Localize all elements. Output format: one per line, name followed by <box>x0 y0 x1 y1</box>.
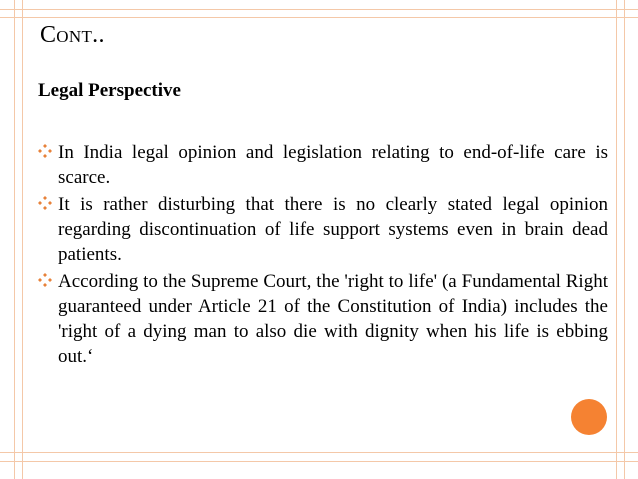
border-line-bottom-inner <box>0 452 638 453</box>
bullet-text: In India legal opinion and legislation relating to end-of-life care is scarce. <box>58 142 608 188</box>
quad-diamond-bullet-icon <box>38 196 52 210</box>
bullet-list <box>38 140 608 371</box>
border-line-top-inner <box>0 17 638 18</box>
quad-diamond-bullet-icon <box>38 144 52 158</box>
border-line-left-inner <box>22 0 23 479</box>
border-line-right-inner <box>616 0 617 479</box>
bullet-item <box>38 140 608 190</box>
border-line-top <box>0 9 638 10</box>
slide-title: Cont.. <box>40 22 105 48</box>
quad-diamond-bullet-icon <box>38 273 52 287</box>
orange-circle-icon <box>571 399 607 435</box>
border-line-left <box>14 0 15 479</box>
bullet-text: According to the Supreme Court, the 'right to life' (a Fundamental Right guaranteed under Article 21 of the Constitution of India) includes the 'right of a dying man to also die with dignity when his life is ebbing out.‘ <box>58 271 608 367</box>
border-line-bottom <box>0 461 638 462</box>
border-line-right <box>624 0 625 479</box>
bullet-text: It is rather disturbing that there is no clearly stated legal opinion regarding discontinuation of life support systems even in brain dead patients. <box>58 194 608 265</box>
bullet-item <box>38 192 608 267</box>
slide-subtitle: Legal Perspective <box>38 80 181 101</box>
bullet-item <box>38 269 608 369</box>
